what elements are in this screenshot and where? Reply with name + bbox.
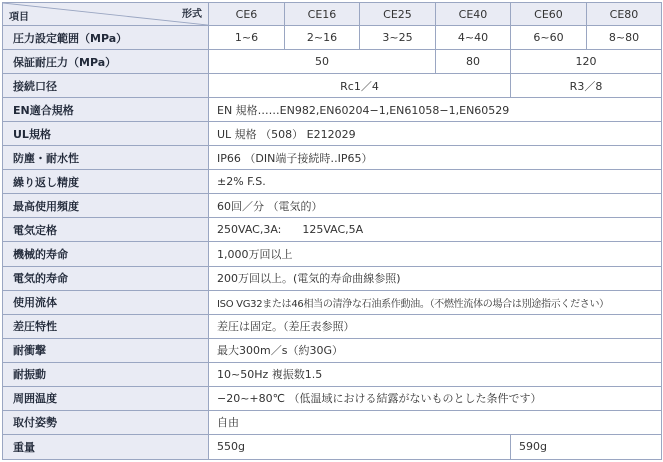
- label-differential: 差圧特性: [3, 314, 209, 338]
- label-electrical-life: 電気的寿命: [3, 266, 209, 290]
- value-electrical-rating: 250VAC,3A: 125VAC,5A: [209, 218, 662, 242]
- model-ce40: CE40: [436, 3, 511, 26]
- row-en-standard: [3, 98, 662, 122]
- label-fluid: 使用流体: [3, 290, 209, 314]
- value-shock: 最大300m／s（約30G）: [209, 338, 662, 362]
- row-fluid: [3, 290, 662, 314]
- header-row: [3, 3, 662, 26]
- label-mounting: 取付姿勢: [3, 410, 209, 434]
- value-proof-ce60-ce80: 120: [511, 50, 662, 74]
- value-protection: IP66 （DIN端子接続時‥IP65）: [209, 146, 662, 170]
- label-ambient-temp: 周囲温度: [3, 386, 209, 410]
- model-ce60: CE60: [511, 3, 587, 26]
- row-max-frequency: [3, 194, 662, 218]
- label-protection: 防塵・耐水性: [3, 146, 209, 170]
- value-electrical-life: 200万回以上。(電気的寿命曲線参照): [209, 266, 662, 290]
- row-ul-standard: [3, 122, 662, 146]
- value-proof-ce6-ce25: 50: [209, 50, 436, 74]
- value-vibration: 10~50Hz 複振数1.5: [209, 362, 662, 386]
- label-weight: 重量: [3, 434, 209, 459]
- corner-type-label: 形式: [182, 9, 202, 20]
- value-connection-large: R3／8: [511, 74, 662, 98]
- label-repeatability: 繰り返し精度: [3, 170, 209, 194]
- row-electrical-life: [3, 266, 662, 290]
- model-ce80: CE80: [587, 3, 662, 26]
- value-weight-large: 590g: [511, 434, 662, 459]
- value-ce16: 2~16: [285, 26, 360, 50]
- row-differential: [3, 314, 662, 338]
- row-ambient-temp: [3, 386, 662, 410]
- value-proof-ce40: 80: [436, 50, 511, 74]
- spec-table: [2, 2, 662, 460]
- row-electrical-rating: [3, 218, 662, 242]
- row-proof-pressure: [3, 50, 662, 74]
- label-electrical-rating: 電気定格: [3, 218, 209, 242]
- label-proof-pressure: 保証耐圧力（MPa）: [3, 50, 209, 74]
- label-connection: 接続口径: [3, 74, 209, 98]
- value-ce60: 6~60: [511, 26, 587, 50]
- value-mounting: 自由: [209, 410, 662, 434]
- label-ul-standard: UL規格: [3, 122, 209, 146]
- value-ce25: 3~25: [360, 26, 436, 50]
- label-en-standard: EN適合規格: [3, 98, 209, 122]
- row-repeatability: [3, 170, 662, 194]
- value-ul-standard: UL 規格 （508） E212029: [209, 122, 662, 146]
- value-repeatability: ±2% F.S.: [209, 170, 662, 194]
- value-en-standard: EN 規格……EN982,EN60204−1,EN61058−1,EN60529: [209, 98, 662, 122]
- row-vibration: [3, 362, 662, 386]
- label-shock: 耐衝撃: [3, 338, 209, 362]
- corner-item-label: 項目: [9, 12, 29, 24]
- row-shock: [3, 338, 662, 362]
- row-connection: [3, 74, 662, 98]
- value-differential: 差圧は固定。（差圧表参照）: [209, 314, 662, 338]
- diagonal-line: [3, 3, 208, 25]
- row-mechanical-life: [3, 242, 662, 266]
- value-max-frequency: 60回／分 （電気的）: [209, 194, 662, 218]
- model-ce6: CE6: [209, 3, 285, 26]
- row-weight: [3, 434, 662, 459]
- value-weight-small: 550g: [209, 434, 511, 459]
- model-ce16: CE16: [285, 3, 360, 26]
- value-ce6: 1~6: [209, 26, 285, 50]
- row-mounting: [3, 410, 662, 434]
- value-fluid: ISO VG32または46相当の清浄な石油系作動油。（不燃性流体の場合は別途指示ください）: [209, 290, 662, 314]
- label-mechanical-life: 機械的寿命: [3, 242, 209, 266]
- value-ce40: 4~40: [436, 26, 511, 50]
- row-protection: [3, 146, 662, 170]
- label-pressure-range: 圧力設定範囲（MPa）: [3, 26, 209, 50]
- value-connection-small: Rc1／4: [209, 74, 511, 98]
- label-max-frequency: 最高使用頻度: [3, 194, 209, 218]
- value-mechanical-life: 1,000万回以上: [209, 242, 662, 266]
- model-ce25: CE25: [360, 3, 436, 26]
- label-vibration: 耐振動: [3, 362, 209, 386]
- row-pressure-range: [3, 26, 662, 50]
- value-ce80: 8~80: [587, 26, 662, 50]
- corner-cell: [3, 3, 209, 26]
- value-ambient-temp: −20~+80℃ （低温域における結露がないものとした条件です）: [209, 386, 662, 410]
